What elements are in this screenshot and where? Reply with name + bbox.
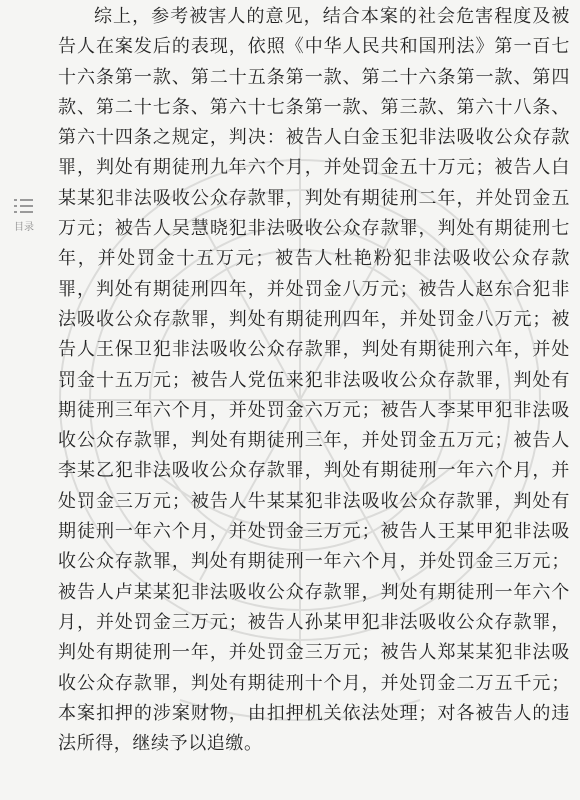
- toc-button[interactable]: [6, 196, 42, 233]
- document-body: [58, 0, 570, 759]
- judgment-paragraph: 综上，参考被害人的意见，结合本案的社会危害程度及被告人在案发后的表现，依照《中华人民共和国刑法》第一百七十六条第一款、第二十五条第一款、第二十六条第一款、第四款、第二十七条、第六十七条第一款、第三款、第六十八条、第六十四条之规定，判决：被告人白金玉犯非法吸收公众存款罪，判处有期徒刑九年六个月，并处罚金五十万元；被告人白某某犯非法吸收公众存款罪，判处有期徒刑二年，并处罚金五万元；被告人吴慧晓犯非法吸收公众存款罪，判处有期徒刑七年，并处罚金十五万元；被告人杜艳粉犯非法吸收公众存款罪，判处有期徒刑四年，并处罚金八万元；被告人赵东合犯非法吸收公众存款罪，判处有期徒刑四年，并处罚金八万元；被告人王保卫犯非法吸收公众存款罪，判处有期徒刑六年，并处罚金十五万元；被告人党伍来犯非法吸收公众存款罪，判处有期徒刑三年六个月，并处罚金六万元；被告人李某甲犯非法吸收公众存款罪，判处有期徒刑三年，并处罚金五万元；被告人李某乙犯非法吸收公众存款罪，判处有期徒刑一年六个月，并处罚金三万元；被告人牛某某犯非法吸收公众存款罪，判处有期徒刑一年六个月，并处罚金三万元；被告人王某甲犯非法吸收公众存款罪，判处有期徒刑一年六个月，并处罚金三万元；被告人卢某某犯非法吸收公众存款罪，判处有期徒刑一年六个月，并处罚金三万元；被告人孙某甲犯非法吸收公众存款罪，判处有期徒刑一年，并处罚金三万元；被告人郑某某犯非法吸收公众存款罪，判处有期徒刑十个月，并处罚金二万五千元；本案扣押的涉案财物，由扣押机关依法处理；对各被告人的违法所得，继续予以追缴。: [58, 6, 570, 755]
- list-menu-icon: [13, 196, 35, 216]
- toc-label: 目录: [14, 222, 34, 233]
